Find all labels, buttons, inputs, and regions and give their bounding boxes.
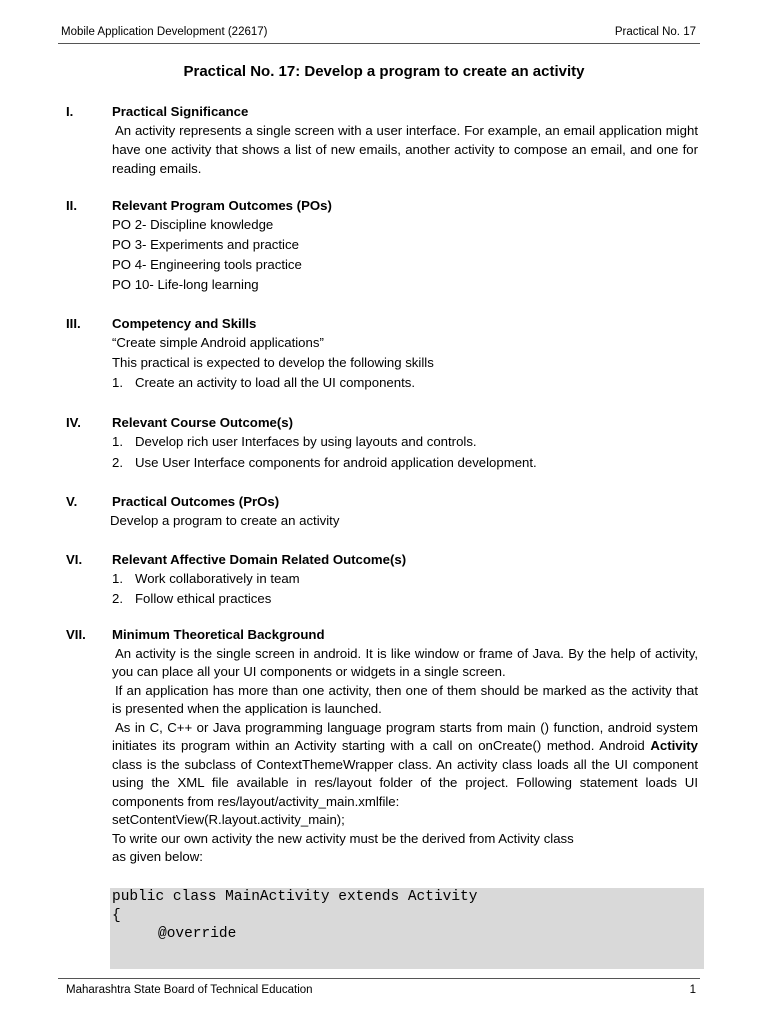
list-item: 1. Create an activity to load all the UI components. xyxy=(112,375,416,390)
list-item: 1. Work collaboratively in team xyxy=(112,571,300,586)
section-number: VII. xyxy=(66,627,86,642)
po-item: PO 3- Experiments and practice xyxy=(112,237,299,252)
section-heading: Competency and Skills xyxy=(112,316,257,331)
list-item: 2. Follow ethical practices xyxy=(112,591,272,606)
header-practical-number: Practical No. 17 xyxy=(614,26,696,38)
header-divider xyxy=(58,43,700,44)
paragraph: If an application has more than one activity, then one of them should be marked as the activity that is presented when the application is launched. xyxy=(112,682,698,716)
footer-board: Maharashtra State Board of Technical Education xyxy=(66,984,313,996)
page-title: Practical No. 17: Develop a program to create an activity xyxy=(183,63,585,80)
po-item: PO 2- Discipline knowledge xyxy=(112,217,274,232)
section-number: V. xyxy=(66,494,78,509)
section-heading: Minimum Theoretical Background xyxy=(112,627,325,642)
header-course: Mobile Application Development (22617) xyxy=(61,26,268,38)
po-item: PO 10- Life-long learning xyxy=(112,277,259,292)
po-item: PO 4- Engineering tools practice xyxy=(112,257,302,272)
section-text: Develop a program to create an activity xyxy=(110,513,340,528)
code-statement: setContentView(R.layout.activity_main); xyxy=(112,812,345,827)
code-line: { xyxy=(112,908,121,924)
list-item: 2. Use User Interface components for android application development. xyxy=(112,455,537,470)
paragraph: To write our own activity the new activity must be the derived from Activity class xyxy=(112,830,574,846)
paragraph: as given below: xyxy=(112,849,203,864)
competency-quote: “Create simple Android applications” xyxy=(112,335,324,350)
footer-divider xyxy=(58,978,700,979)
section-number: I. xyxy=(66,104,74,119)
skills-intro: This practical is expected to develop the following skills xyxy=(112,355,434,370)
paragraph: As in C, C++ or Java programming language program starts from main () function, android system initiates its program within an Activity starting with a call on onCreate() method. Android Activity class is the subclass of ContextThemeWrapper class. An activity class loads all the UI component using the XML file available in res/layout folder of the project. Following statement loads UI components from res/layout/activity_main.xmlfile: xyxy=(112,719,698,809)
bold-term: Activity xyxy=(650,738,698,753)
paragraph: An activity is the single screen in android. It is like window or frame of Java. By the help of activity, you can place all your UI components or widgets in a single screen. xyxy=(112,645,698,679)
code-line: @override xyxy=(158,926,237,942)
section-number: IV. xyxy=(66,415,81,430)
section-heading: Relevant Course Outcome(s) xyxy=(112,415,294,430)
section-text: An activity represents a single screen with a user interface. For example, an email application might have one activity that shows a list of new emails, another activity to compose an email, and one for reading emails. xyxy=(112,123,698,176)
section-heading: Relevant Affective Domain Related Outcome(s) xyxy=(112,552,407,567)
section-number: III. xyxy=(66,316,81,331)
page-header xyxy=(61,26,696,38)
page-number: 1 xyxy=(689,984,696,996)
list-item: 1. Develop rich user Interfaces by using layouts and controls. xyxy=(112,434,477,449)
section-number: VI. xyxy=(66,552,83,567)
section-heading: Practical Outcomes (PrOs) xyxy=(112,494,280,509)
page-footer xyxy=(66,984,696,996)
section-number: II. xyxy=(66,198,77,213)
code-block xyxy=(110,888,704,969)
section-heading: Practical Significance xyxy=(112,104,249,119)
section-heading: Relevant Program Outcomes (POs) xyxy=(112,198,332,213)
code-line: public class MainActivity extends Activity xyxy=(112,889,478,905)
